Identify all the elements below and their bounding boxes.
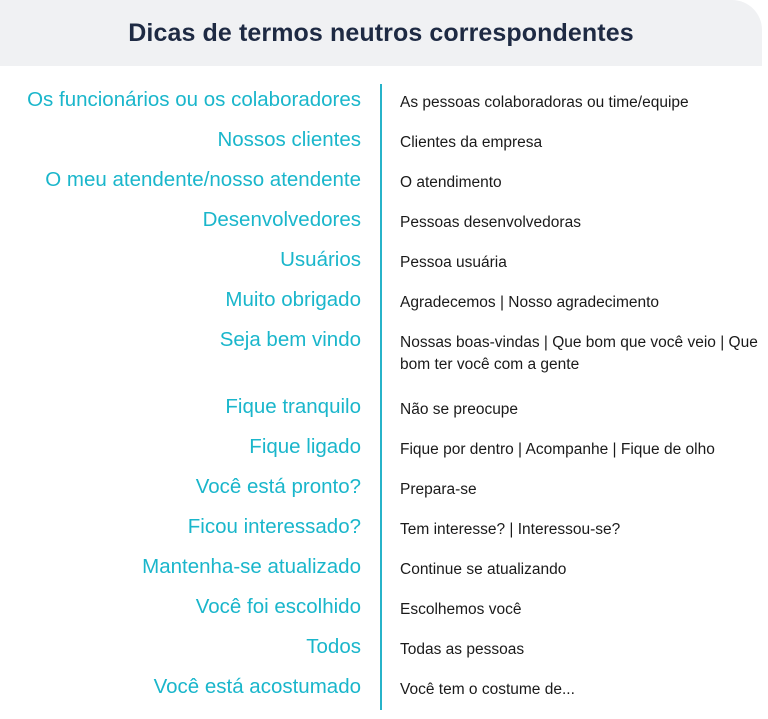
neutral-term: Prepara-se [400,481,477,498]
neutral-term: Clientes da empresa [400,134,543,151]
header-banner [0,0,762,66]
gendered-term: Muito obrigado [225,288,361,311]
neutral-term: Você tem o costume de... [400,681,575,698]
neutral-term: Fique por dentro | Acompanhe | Fique de olho [400,441,715,458]
gendered-term: Seja bem vindo [219,328,361,351]
column-divider [380,84,382,710]
gendered-term: Fique tranquilo [225,395,361,418]
gendered-term: O meu atendente/nosso atendente [45,168,361,191]
gendered-term: Nossos clientes [217,128,361,151]
neutral-term: Escolhemos você [400,601,522,618]
gendered-term: Desenvolvedores [202,208,361,231]
neutral-term: Agradecemos | Nosso agradecimento [400,294,660,311]
gendered-term: Mantenha-se atualizado [142,555,361,578]
neutral-term: Continue se atualizando [400,561,567,578]
neutral-term: Pessoas desenvolvedoras [400,214,581,231]
neutral-term: Todas as pessoas [400,641,525,658]
gendered-term: Você foi escolhido [195,595,361,618]
page-title: Dicas de termos neutros correspondentes [128,18,634,47]
neutral-term: Pessoa usuária [400,254,507,271]
gendered-term: Usuários [280,248,361,271]
gendered-term: Os funcionários ou os colaboradores [27,88,361,111]
gendered-term: Ficou interessado? [187,515,361,538]
gendered-term: Você está pronto? [195,475,361,498]
neutral-term: Nossas boas-vindas | Que bom que você veio | Que bom ter você com a gente [400,334,758,373]
gendered-term: Você está acostumado [153,675,361,698]
gendered-term: Fique ligado [249,435,361,458]
neutral-term: As pessoas colaboradoras ou time/equipe [400,94,689,111]
gendered-term: Todos [306,635,361,658]
neutral-term: O atendimento [400,174,502,191]
neutral-term: Tem interesse? | Interessou-se? [400,521,621,538]
neutral-term: Não se preocupe [400,401,519,418]
